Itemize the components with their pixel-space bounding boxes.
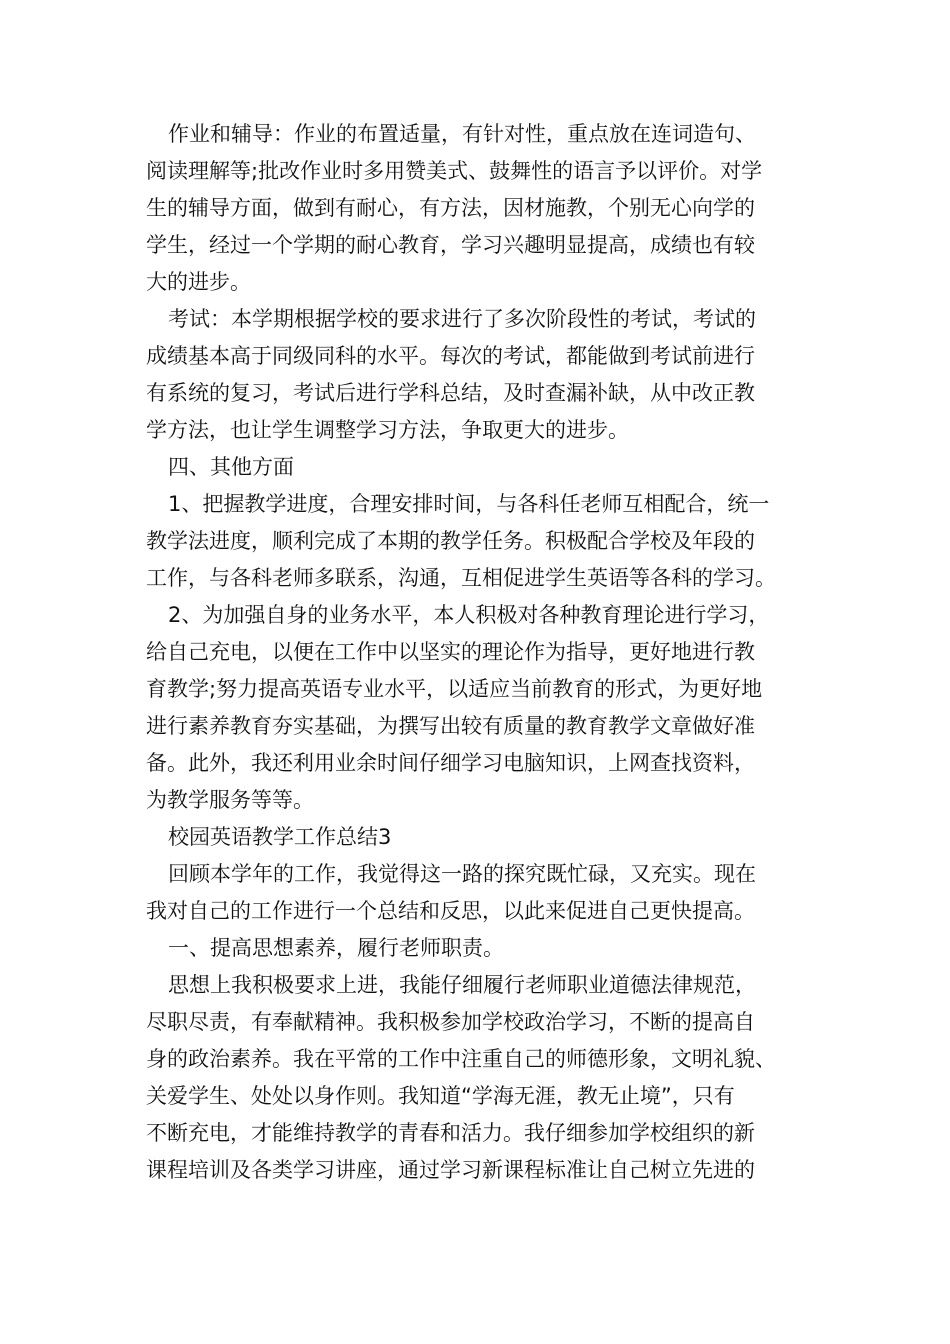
paragraph-line: 思想上我积极要求上进，我能仔细履行老师职业道德法律规范， xyxy=(168,973,756,997)
paragraph-line: 教学法进度，顺利完成了本期的教学任务。积极配合学校及年段的 xyxy=(146,529,755,553)
paragraph-line: 进行素养教育夯实基础，为撰写出较有质量的教育教学文章做好准 xyxy=(146,714,755,738)
paragraph-line: 学生，经过一个学期的耐心教育，学习兴趣明显提高，成绩也有较 xyxy=(146,233,755,257)
section-heading: 一、提高思想素养，履行老师职责。 xyxy=(168,936,504,960)
paragraph-line: 不断充电，才能维持教学的青春和活力。我仔细参加学校组织的新 xyxy=(146,1121,755,1145)
paragraph-line: 考试：本学期根据学校的要求进行了多次阶段性的考试，考试的 xyxy=(168,307,756,331)
paragraph-line: 学方法，也让学生调整学习方法，争取更大的进步。 xyxy=(146,418,629,442)
paragraph-line: 身的政治素养。我在平常的工作中注重自己的师德形象，文明礼貌、 xyxy=(146,1047,776,1071)
paragraph-line: 2、为加强自身的业务水平，本人积极对各种教育理论进行学习， xyxy=(168,603,770,627)
paragraph-line: 有系统的复习，考试后进行学科总结，及时查漏补缺，从中改正教 xyxy=(146,381,755,405)
paragraph-line: 育教学;努力提高英语专业水平，以适应当前教育的形式，为更好地 xyxy=(146,677,763,701)
paragraph-line: 尽职尽责，有奉献精神。我积极参加学校政治学习，不断的提高自 xyxy=(146,1010,755,1034)
paragraph-line: 给自己充电，以便在工作中以坚实的理论作为指导，更好地进行教 xyxy=(146,640,755,664)
paragraph-line: 为教学服务等等。 xyxy=(146,788,314,812)
paragraph-line: 作业和辅导：作业的布置适量，有针对性，重点放在连词造句、 xyxy=(168,122,756,146)
paragraph-line: 阅读理解等;批改作业时多用赞美式、鼓舞性的语言予以评价。对学 xyxy=(146,159,763,183)
section-heading: 四、其他方面 xyxy=(168,455,294,479)
paragraph-line: 我对自己的工作进行一个总结和反思，以此来促进自己更快提高。 xyxy=(146,899,755,923)
paragraph-line: 回顾本学年的工作，我觉得这一路的探究既忙碌，又充实。现在 xyxy=(168,862,756,886)
document-body xyxy=(146,116,816,1189)
paragraph-line: 关爱学生、处处以身作则。我知道“学海无涯，教无止境”，只有 xyxy=(146,1084,735,1108)
paragraph-line: 成绩基本高于同级同科的水平。每次的考试，都能做到考试前进行 xyxy=(146,344,755,368)
paragraph-line: 课程培训及各类学习讲座，通过学习新课程标准让自己树立先进的 xyxy=(146,1158,755,1182)
paragraph-line: 1、把握教学进度，合理安排时间，与各科任老师互相配合，统一 xyxy=(168,492,770,516)
paragraph-line: 备。此外，我还利用业余时间仔细学习电脑知识，上网查找资料， xyxy=(146,751,755,775)
section-title: 校园英语教学工作总结3 xyxy=(168,825,392,849)
paragraph-line: 大的进步。 xyxy=(146,270,251,294)
paragraph-line: 生的辅导方面，做到有耐心，有方法，因材施教，个别无心向学的 xyxy=(146,196,755,220)
paragraph-line: 工作，与各科老师多联系，沟通，互相促进学生英语等各科的学习。 xyxy=(146,566,776,590)
